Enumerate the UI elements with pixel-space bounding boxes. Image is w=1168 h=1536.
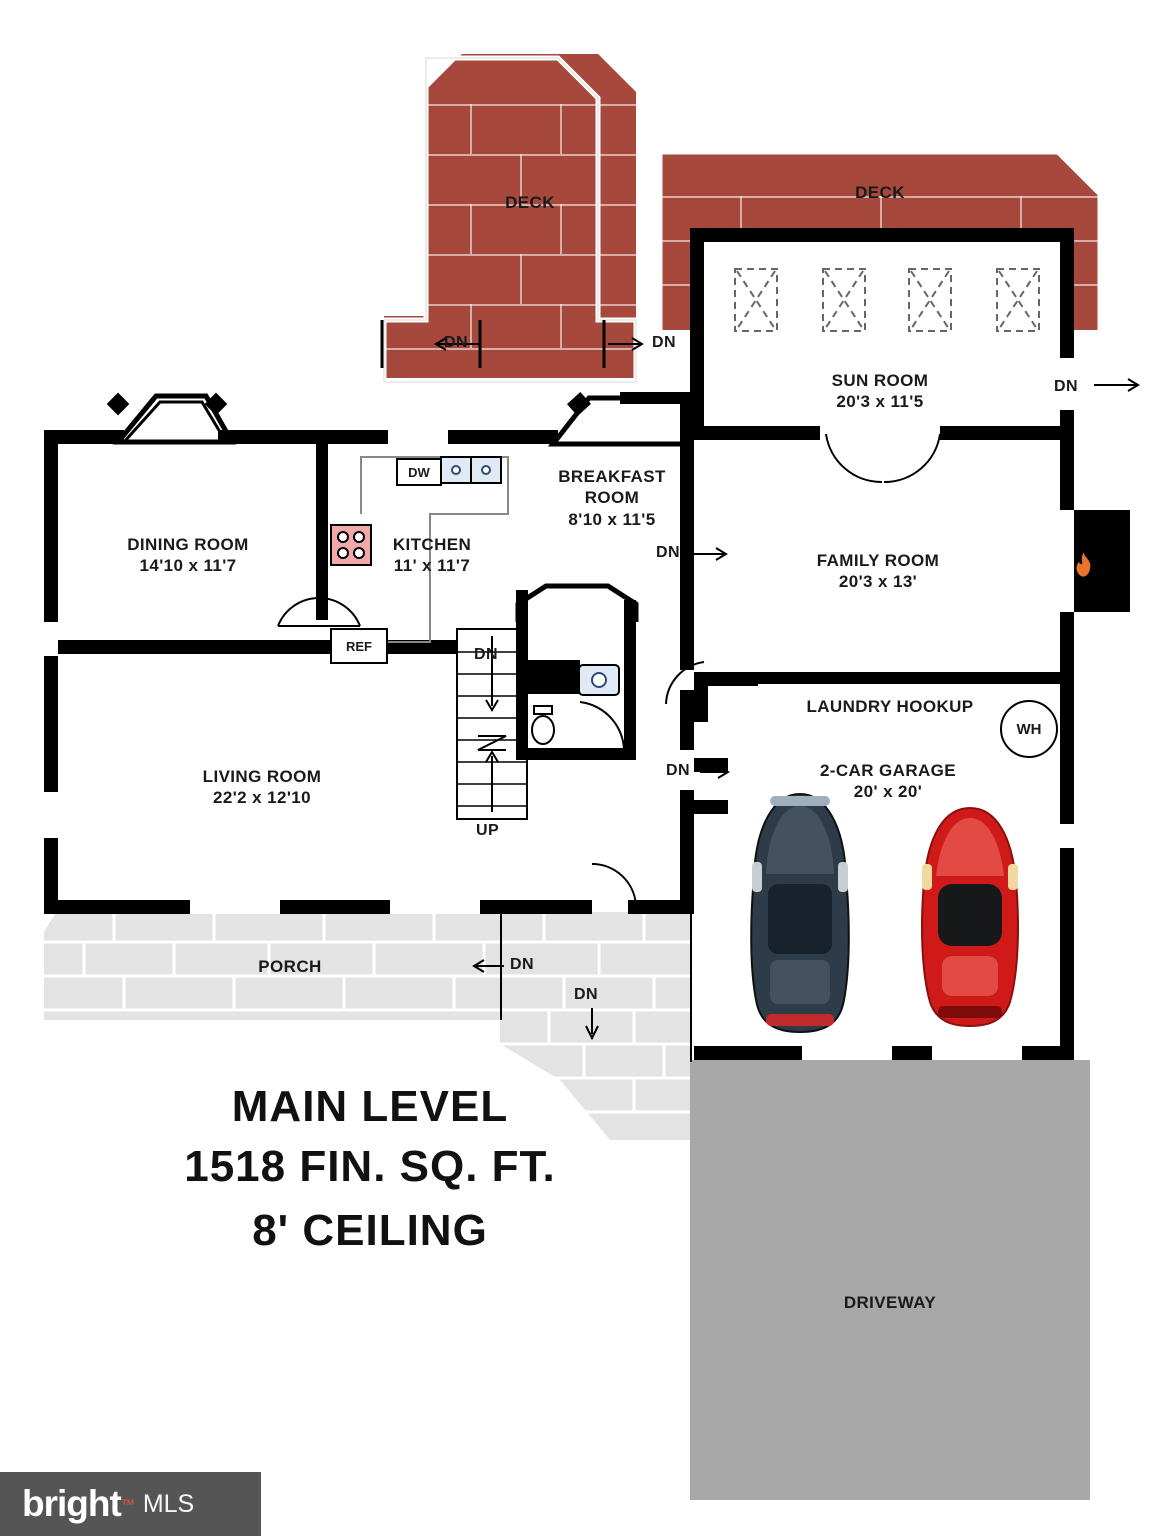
living-room-dims: 22'2 x 12'10 — [213, 788, 311, 808]
door-arc-front — [590, 862, 638, 908]
label-living-room — [160, 766, 364, 809]
driveway-shape — [690, 1060, 1090, 1500]
refrigerator — [330, 628, 388, 664]
sunroom-panel-2 — [822, 268, 866, 332]
sun-room-name: SUN ROOM — [831, 371, 929, 390]
title-line-1: MAIN LEVEL — [231, 1082, 509, 1131]
label-breakfast-room — [512, 466, 712, 530]
bright-wordmark: bright — [22, 1483, 121, 1524]
dishwasher-label: DW — [408, 464, 430, 480]
family-room-dims: 20'3 x 13' — [838, 572, 918, 592]
water-heater — [1000, 700, 1058, 758]
garage-name: 2-CAR GARAGE — [819, 761, 957, 780]
bright-mls-watermark — [0, 1472, 261, 1536]
living-room-name: LIVING ROOM — [202, 767, 322, 786]
laundry-hookup-name: LAUNDRY HOOKUP — [806, 697, 974, 716]
label-laundry-hookup — [790, 696, 990, 717]
door-arc-hall — [660, 660, 706, 720]
breakfast-room-name-1: BREAKFAST — [558, 467, 666, 486]
family-room-name: FAMILY ROOM — [816, 551, 940, 570]
refrigerator-label: REF — [346, 638, 372, 654]
car-right — [912, 806, 1028, 1028]
kitchen-sink — [440, 456, 502, 484]
dn-label-sunroom: DN — [1054, 378, 1079, 395]
sunroom-doors — [824, 432, 944, 492]
dn-arrow-breakfast — [692, 544, 732, 564]
powder-room-top — [516, 584, 638, 624]
dn-arrow-porch-2 — [582, 1008, 602, 1040]
fireplace-icon — [1072, 552, 1094, 578]
door-arc-kitchen — [276, 580, 362, 628]
window-front-2 — [388, 900, 482, 914]
window-front-1 — [188, 900, 282, 914]
water-heater-label: WH — [1016, 720, 1042, 738]
mls-wordmark: MLS — [142, 1489, 195, 1518]
dishwasher — [396, 458, 442, 486]
label-deck-left — [430, 192, 630, 213]
label-dining-room — [86, 534, 290, 577]
bath-sink — [578, 664, 620, 696]
label-garage — [786, 760, 990, 803]
garage-dims: 20' x 20' — [853, 782, 923, 802]
deck-left-name: DECK — [505, 193, 555, 212]
label-kitchen — [342, 534, 522, 577]
dn-label-breakfast: DN — [656, 544, 681, 561]
title-line-3: 8' CEILING — [252, 1206, 488, 1255]
breakfast-room-dims: 8'10 x 11'5 — [568, 509, 656, 529]
dn-marker-deck-left2 — [600, 320, 696, 368]
dn-label-stair: DN — [474, 646, 499, 663]
dn-label-porch: DN — [510, 956, 535, 973]
dn-label-porch-2: DN — [574, 986, 599, 1003]
window-left-2 — [44, 790, 58, 840]
dn-label-deck-left2: DN — [652, 334, 677, 351]
title-line-2: 1518 FIN. SQ. FT. — [184, 1142, 556, 1191]
garage-door — [800, 1046, 894, 1060]
sunroom-panel-4 — [996, 268, 1040, 332]
deck-right-name: DECK — [855, 183, 905, 202]
driveway-name: DRIVEWAY — [843, 1293, 937, 1312]
dn-label-deck-left: DN — [444, 334, 469, 351]
label-family-room — [778, 550, 978, 593]
bath-counter — [528, 660, 580, 694]
dining-room-name: DINING ROOM — [127, 535, 249, 554]
sun-room-dims: 20'3 x 11'5 — [836, 392, 924, 412]
dn-arrow-garage — [698, 762, 734, 782]
label-sun-room — [780, 370, 980, 413]
label-deck-right — [780, 182, 980, 203]
toilet — [528, 706, 558, 746]
window-left-1 — [44, 620, 58, 658]
window-right-2 — [1060, 822, 1074, 850]
trademark-symbol: ™ — [120, 1496, 135, 1512]
kitchen-dims: 11' x 11'7 — [393, 556, 471, 576]
porch-name: PORCH — [258, 957, 322, 976]
label-porch — [200, 956, 380, 977]
sunroom-panel-3 — [908, 268, 952, 332]
dn-marker-deck-left — [376, 320, 486, 368]
car-left — [740, 792, 860, 1034]
breakfast-room-name-2: ROOM — [584, 488, 640, 508]
dn-label-garage: DN — [666, 762, 691, 779]
stair-up-label: UP — [476, 822, 500, 839]
kitchen-name: KITCHEN — [392, 535, 472, 554]
garage-door-2 — [930, 1046, 1024, 1060]
sunroom-panel-1 — [734, 268, 778, 332]
label-driveway — [790, 1292, 990, 1313]
dn-marker-sunroom — [1084, 368, 1144, 402]
dining-room-dims: 14'10 x 11'7 — [139, 556, 237, 576]
